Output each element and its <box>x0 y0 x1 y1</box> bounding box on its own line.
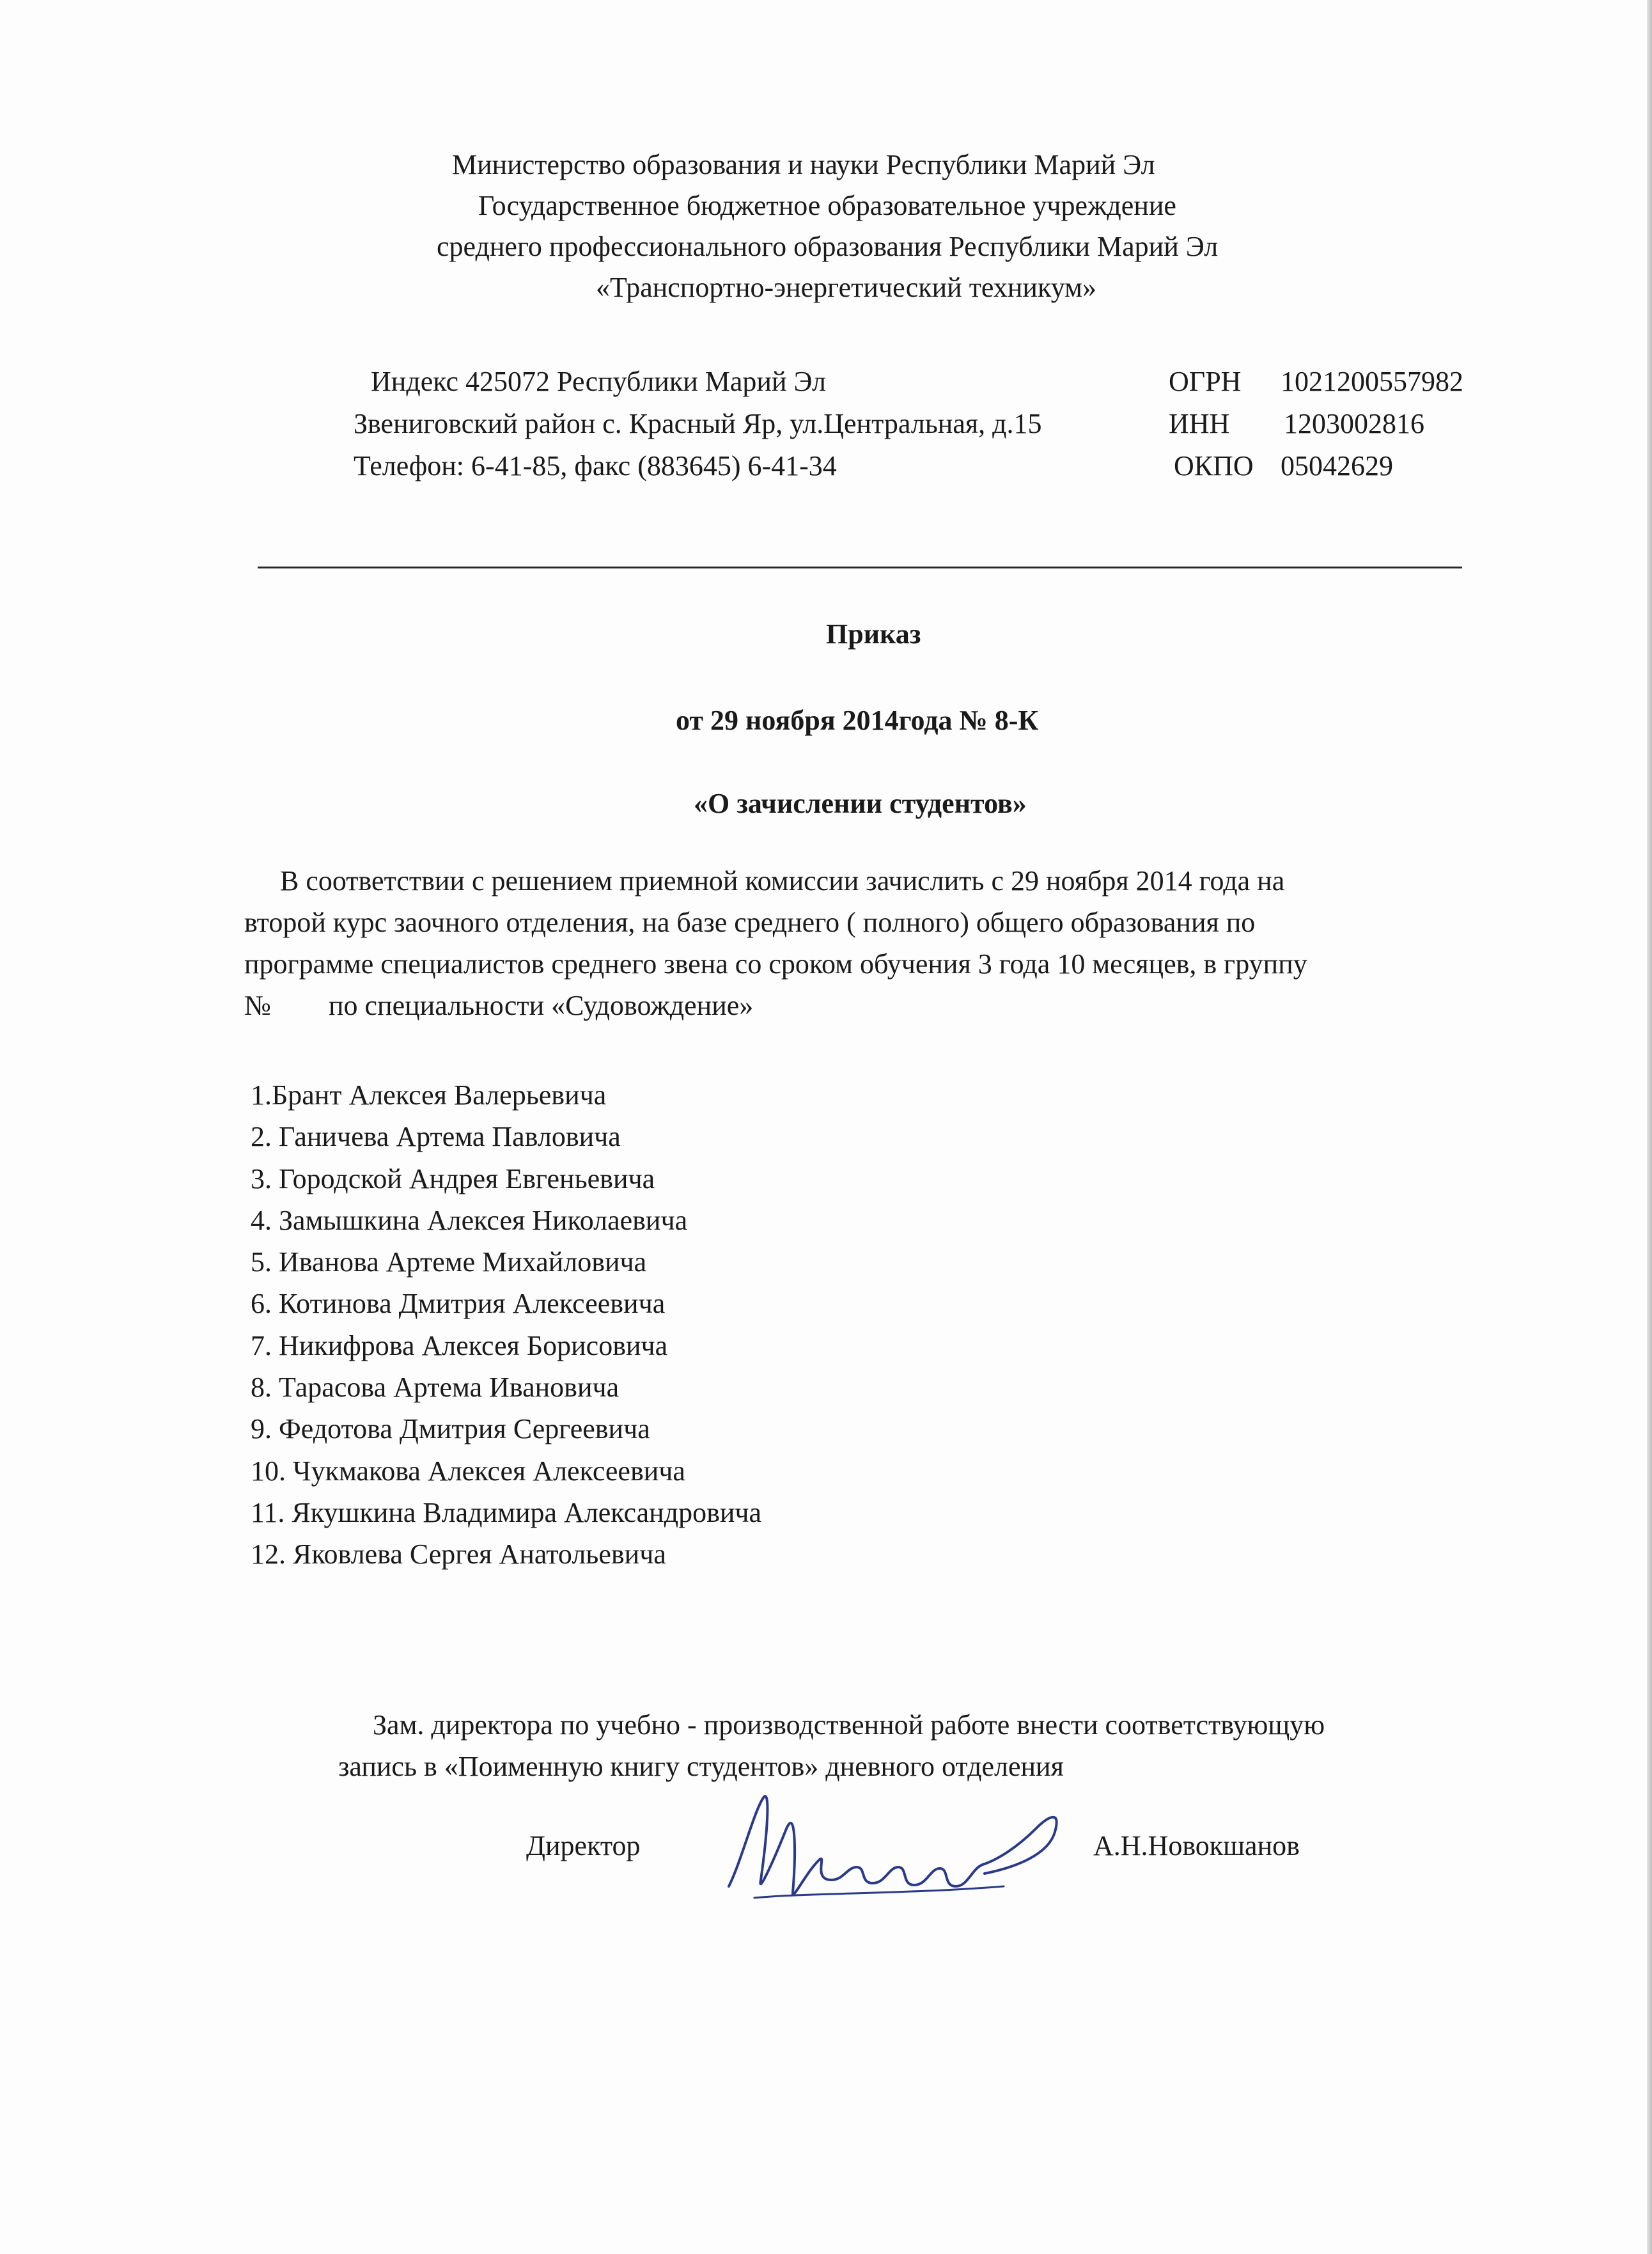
student-list <box>251 1074 761 1576</box>
list-item: 12. Яковлева Сергея Анатольевича <box>251 1538 666 1570</box>
order-title: Приказ <box>826 618 921 650</box>
okpo-value: 05042629 <box>1281 450 1393 481</box>
institution-name: «Транспортно-энергетический техникум» <box>596 272 1096 303</box>
closing-line-2: запись в «Поименную книгу студентов» дневного отделения <box>338 1751 1064 1782</box>
handwritten-signature <box>716 1784 1074 1912</box>
list-item: 7. Никифрова Алексея Борисовича <box>251 1329 668 1361</box>
list-item: 9. Федотова Дмитрия Сергеевича <box>251 1413 650 1445</box>
order-body <box>244 860 1478 1026</box>
inn-value: 1203002816 <box>1284 408 1424 439</box>
closing-line-1: Зам. директора по учебно - производственной работе внести соответствующую <box>373 1709 1325 1741</box>
header-divider <box>258 567 1462 568</box>
list-item: 2. Ганичева Артема Павловича <box>251 1121 621 1153</box>
inn-label: ИНН <box>1169 408 1230 439</box>
signatory-name: А.Н.Новокшанов <box>1093 1830 1300 1861</box>
group-number-sign: № <box>244 990 271 1021</box>
order-date-number: от 29 ноября 2014года № 8-К <box>676 705 1039 736</box>
page-edge <box>1647 0 1652 2254</box>
list-item: 1.Брант Алексея Валерьевича <box>251 1079 607 1111</box>
body-line-1: В соответствии с решением приемной комиссии зачислить с 29 ноября 2014 года на <box>280 865 1285 896</box>
list-item: 11. Якушкина Владимира Александровича <box>251 1496 762 1528</box>
ogrn-label: ОГРН <box>1169 366 1242 397</box>
body-line-3: программе специалистов среднего звена со сроком обучения 3 года 10 месяцев, в группу <box>244 948 1307 980</box>
signatory-position: Директор <box>526 1830 641 1861</box>
list-item: 5. Иванова Артеме Михайловича <box>251 1246 647 1278</box>
address-line-2: Звениговский район с. Красный Яр, ул.Центральная, д.15 <box>354 408 1042 439</box>
okpo-label: ОКПО <box>1174 450 1254 481</box>
list-item: 10. Чукмакова Алексея Алексеевича <box>251 1455 685 1487</box>
ministry-name: Министерство образования и науки Республики Марий Эл <box>452 149 1155 180</box>
list-item: 4. Замышкина Алексея Николаевича <box>251 1204 688 1236</box>
ogrn-value: 1021200557982 <box>1281 366 1463 397</box>
list-item: 6. Котинова Дмитрия Алексеевича <box>251 1288 666 1320</box>
phone-fax-line: Телефон: 6-41-85, факс (883645) 6-41-34 <box>354 450 837 481</box>
order-subject: «О зачислении студентов» <box>694 788 1027 819</box>
body-line-2: второй курс заочного отделения, на базе среднего ( полного) общего образования по <box>244 907 1256 938</box>
list-item: 3. Городской Андрея Евгеньевича <box>251 1162 655 1194</box>
institution-type: Государственное бюджетное образовательное учреждение <box>478 190 1176 221</box>
list-item: 8. Тарасова Артема Ивановича <box>251 1372 620 1404</box>
specialty-text: по специальности «Судовождение» <box>328 990 754 1021</box>
body-line-4 <box>244 985 1478 1026</box>
address-line-1: Индекс 425072 Республики Марий Эл <box>371 366 826 397</box>
institution-level: среднего профессионального образования Республики Марий Эл <box>437 231 1219 262</box>
